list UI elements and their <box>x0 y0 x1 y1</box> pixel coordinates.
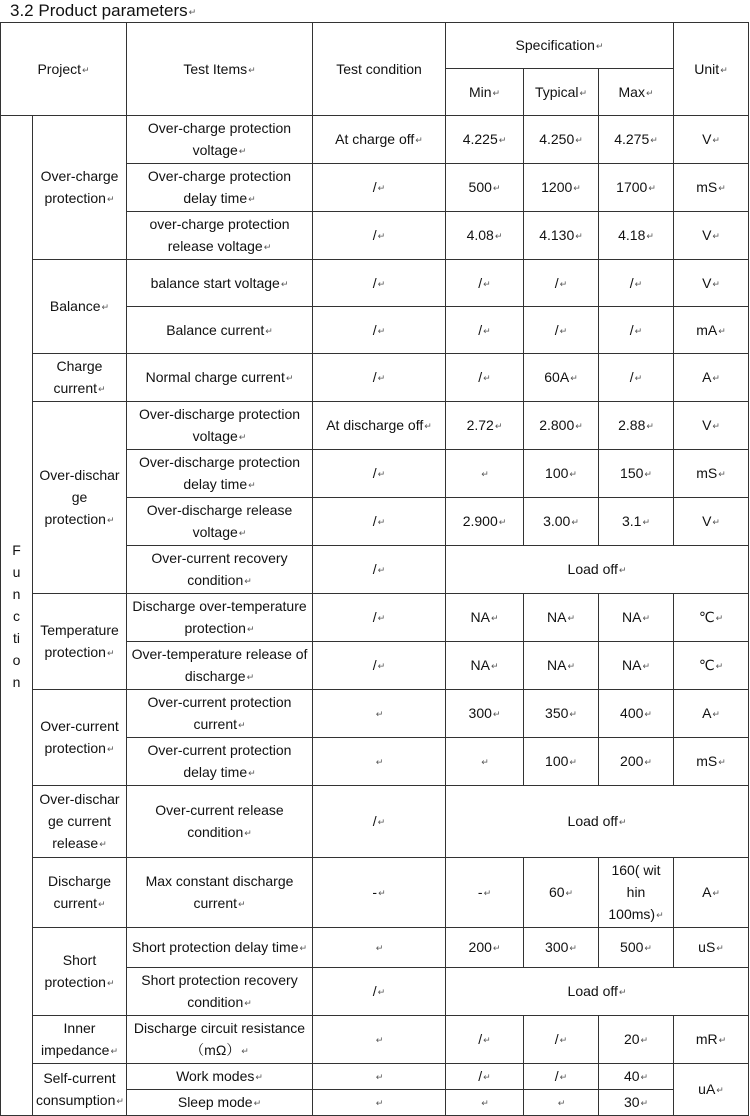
project-cell: Charge current↵ <box>33 354 127 402</box>
condition-cell: /↵ <box>313 968 446 1016</box>
min-cell: 200↵ <box>446 928 524 968</box>
test-item-cell: Over-discharge release voltage↵ <box>127 498 313 546</box>
min-cell: /↵ <box>446 354 524 402</box>
max-cell: 30↵ <box>599 1090 674 1116</box>
test-item-cell: Sleep mode↵ <box>127 1090 313 1116</box>
condition-cell: ↵ <box>313 738 446 786</box>
test-item-cell: Over-current protection current↵ <box>127 690 313 738</box>
condition-cell: /↵ <box>313 212 446 260</box>
project-cell: Discharge current↵ <box>33 858 127 928</box>
condition-cell: /↵ <box>313 260 446 307</box>
header-unit: Unit↵ <box>674 23 749 116</box>
condition-cell: -↵ <box>313 858 446 928</box>
table-row <box>1 402 749 450</box>
min-cell: 4.08↵ <box>446 212 524 260</box>
condition-cell: /↵ <box>313 307 446 354</box>
test-item-cell: Over-charge protection voltage↵ <box>127 116 313 164</box>
table-row <box>1 858 749 928</box>
condition-cell: At charge off↵ <box>313 116 446 164</box>
max-cell: /↵ <box>599 307 674 354</box>
max-cell: 20↵ <box>599 1016 674 1064</box>
min-cell: ↵ <box>446 450 524 498</box>
test-item-cell: Work modes↵ <box>127 1064 313 1090</box>
condition-cell: /↵ <box>313 164 446 212</box>
unit-cell: V↵ <box>674 212 749 260</box>
max-cell: 2.88↵ <box>599 402 674 450</box>
header-typical: Typical↵ <box>524 69 599 116</box>
typical-cell: 4.250↵ <box>524 116 599 164</box>
max-cell: /↵ <box>599 354 674 402</box>
condition-cell: ↵ <box>313 1064 446 1090</box>
product-parameters-table <box>0 22 749 1116</box>
min-cell: ↵ <box>446 738 524 786</box>
min-cell: NA↵ <box>446 642 524 690</box>
min-cell: NA↵ <box>446 594 524 642</box>
header-min: Min↵ <box>446 69 524 116</box>
unit-cell: mS↵ <box>674 738 749 786</box>
condition-cell: ↵ <box>313 1016 446 1064</box>
project-cell: Over-dischar ge current release↵ <box>33 786 127 858</box>
unit-cell: A↵ <box>674 690 749 738</box>
project-cell: Over-dischar ge protection↵ <box>33 402 127 594</box>
typical-cell: 300↵ <box>524 928 599 968</box>
min-cell: 2.900↵ <box>446 498 524 546</box>
unit-cell: uS↵ <box>674 928 749 968</box>
table-row <box>1 928 749 968</box>
typical-cell: 100↵ <box>524 738 599 786</box>
min-cell: /↵ <box>446 1016 524 1064</box>
condition-cell: At discharge off↵ <box>313 402 446 450</box>
typical-cell: 100↵ <box>524 450 599 498</box>
project-cell: Inner impedance↵ <box>33 1016 127 1064</box>
typical-cell: 3.00↵ <box>524 498 599 546</box>
table-row <box>1 1064 749 1090</box>
project-cell: Balance↵ <box>33 260 127 354</box>
typical-cell: /↵ <box>524 307 599 354</box>
min-cell: 2.72↵ <box>446 402 524 450</box>
min-cell: ↵ <box>446 1090 524 1116</box>
project-cell: Over-current protection↵ <box>33 690 127 786</box>
typical-cell: /↵ <box>524 260 599 307</box>
condition-cell: ↵ <box>313 690 446 738</box>
test-item-cell: Normal charge current↵ <box>127 354 313 402</box>
condition-cell: /↵ <box>313 354 446 402</box>
test-item-cell: Over-current recovery condition↵ <box>127 546 313 594</box>
project-cell: Over-charge protection↵ <box>33 116 127 260</box>
test-item-cell: Over-discharge protection delay time↵ <box>127 450 313 498</box>
spec-merged-cell: Load off↵ <box>446 968 749 1016</box>
section-title: 3.2 Product parameters↵ <box>10 1 197 20</box>
test-item-cell: Short protection delay time↵ <box>127 928 313 968</box>
test-item-cell: over-charge protection release voltage↵ <box>127 212 313 260</box>
min-cell: 300↵ <box>446 690 524 738</box>
max-cell: 500↵ <box>599 928 674 968</box>
header-test-condition: Test condition <box>313 23 446 116</box>
max-cell: 4.18↵ <box>599 212 674 260</box>
typical-cell: /↵ <box>524 1064 599 1090</box>
table-row <box>1 594 749 642</box>
typical-cell: 1200↵ <box>524 164 599 212</box>
condition-cell: /↵ <box>313 498 446 546</box>
table-row <box>1 690 749 738</box>
min-cell: 4.225↵ <box>446 116 524 164</box>
max-cell: 160( wit hin 100ms)↵ <box>599 858 674 928</box>
max-cell: 1700↵ <box>599 164 674 212</box>
min-cell: /↵ <box>446 307 524 354</box>
condition-cell: ↵ <box>313 928 446 968</box>
max-cell: 4.275↵ <box>599 116 674 164</box>
condition-cell: /↵ <box>313 546 446 594</box>
condition-cell: /↵ <box>313 594 446 642</box>
typical-cell: 2.800↵ <box>524 402 599 450</box>
table-row <box>1 786 749 858</box>
project-cell: Short protection↵ <box>33 928 127 1016</box>
table-row <box>1 354 749 402</box>
test-item-cell: Discharge over-temperature protection↵ <box>127 594 313 642</box>
spec-merged-cell: Load off↵ <box>446 786 749 858</box>
typical-cell: 60↵ <box>524 858 599 928</box>
header-test-items: Test Items↵ <box>127 23 313 116</box>
table-row <box>1 1016 749 1064</box>
unit-cell: V↵ <box>674 498 749 546</box>
project-cell: Self-current consumption↵ <box>33 1064 127 1116</box>
condition-cell: /↵ <box>313 450 446 498</box>
header-row <box>1 23 749 69</box>
max-cell: NA↵ <box>599 642 674 690</box>
function-side-label: F u n c ti o n <box>1 116 33 1116</box>
max-cell: NA↵ <box>599 594 674 642</box>
typical-cell: 60A↵ <box>524 354 599 402</box>
min-cell: /↵ <box>446 1064 524 1090</box>
max-cell: /↵ <box>599 260 674 307</box>
unit-cell: uA↵ <box>674 1064 749 1116</box>
condition-cell: ↵ <box>313 1090 446 1116</box>
header-specification: Specification↵ <box>446 23 674 69</box>
test-item-cell: Balance current↵ <box>127 307 313 354</box>
max-cell: 400↵ <box>599 690 674 738</box>
spec-merged-cell: Load off↵ <box>446 546 749 594</box>
header-max: Max↵ <box>599 69 674 116</box>
typical-cell: 4.130↵ <box>524 212 599 260</box>
max-cell: 200↵ <box>599 738 674 786</box>
unit-cell: ℃↵ <box>674 594 749 642</box>
max-cell: 3.1↵ <box>599 498 674 546</box>
unit-cell: A↵ <box>674 354 749 402</box>
table-row <box>1 260 749 307</box>
table-row <box>1 116 749 164</box>
test-item-cell: Discharge circuit resistance （mΩ）↵ <box>127 1016 313 1064</box>
min-cell: /↵ <box>446 260 524 307</box>
test-item-cell: Over-temperature release of discharge↵ <box>127 642 313 690</box>
project-cell: Temperature protection↵ <box>33 594 127 690</box>
unit-cell: mS↵ <box>674 450 749 498</box>
test-item-cell: Over-current release condition↵ <box>127 786 313 858</box>
unit-cell: A↵ <box>674 858 749 928</box>
max-cell: 150↵ <box>599 450 674 498</box>
header-project: Project↵ <box>1 23 127 116</box>
test-item-cell: Over-current protection delay time↵ <box>127 738 313 786</box>
test-item-cell: Over-discharge protection voltage↵ <box>127 402 313 450</box>
unit-cell: mR↵ <box>674 1016 749 1064</box>
unit-cell: V↵ <box>674 116 749 164</box>
typical-cell: ↵ <box>524 1090 599 1116</box>
typical-cell: 350↵ <box>524 690 599 738</box>
test-item-cell: Max constant discharge current↵ <box>127 858 313 928</box>
unit-cell: mA↵ <box>674 307 749 354</box>
unit-cell: V↵ <box>674 260 749 307</box>
typical-cell: NA↵ <box>524 594 599 642</box>
test-item-cell: balance start voltage↵ <box>127 260 313 307</box>
min-cell: -↵ <box>446 858 524 928</box>
condition-cell: /↵ <box>313 642 446 690</box>
condition-cell: /↵ <box>313 786 446 858</box>
unit-cell: V↵ <box>674 402 749 450</box>
unit-cell: ℃↵ <box>674 642 749 690</box>
min-cell: 500↵ <box>446 164 524 212</box>
unit-cell: mS↵ <box>674 164 749 212</box>
typical-cell: /↵ <box>524 1016 599 1064</box>
typical-cell: NA↵ <box>524 642 599 690</box>
test-item-cell: Short protection recovery condition↵ <box>127 968 313 1016</box>
test-item-cell: Over-charge protection delay time↵ <box>127 164 313 212</box>
max-cell: 40↵ <box>599 1064 674 1090</box>
